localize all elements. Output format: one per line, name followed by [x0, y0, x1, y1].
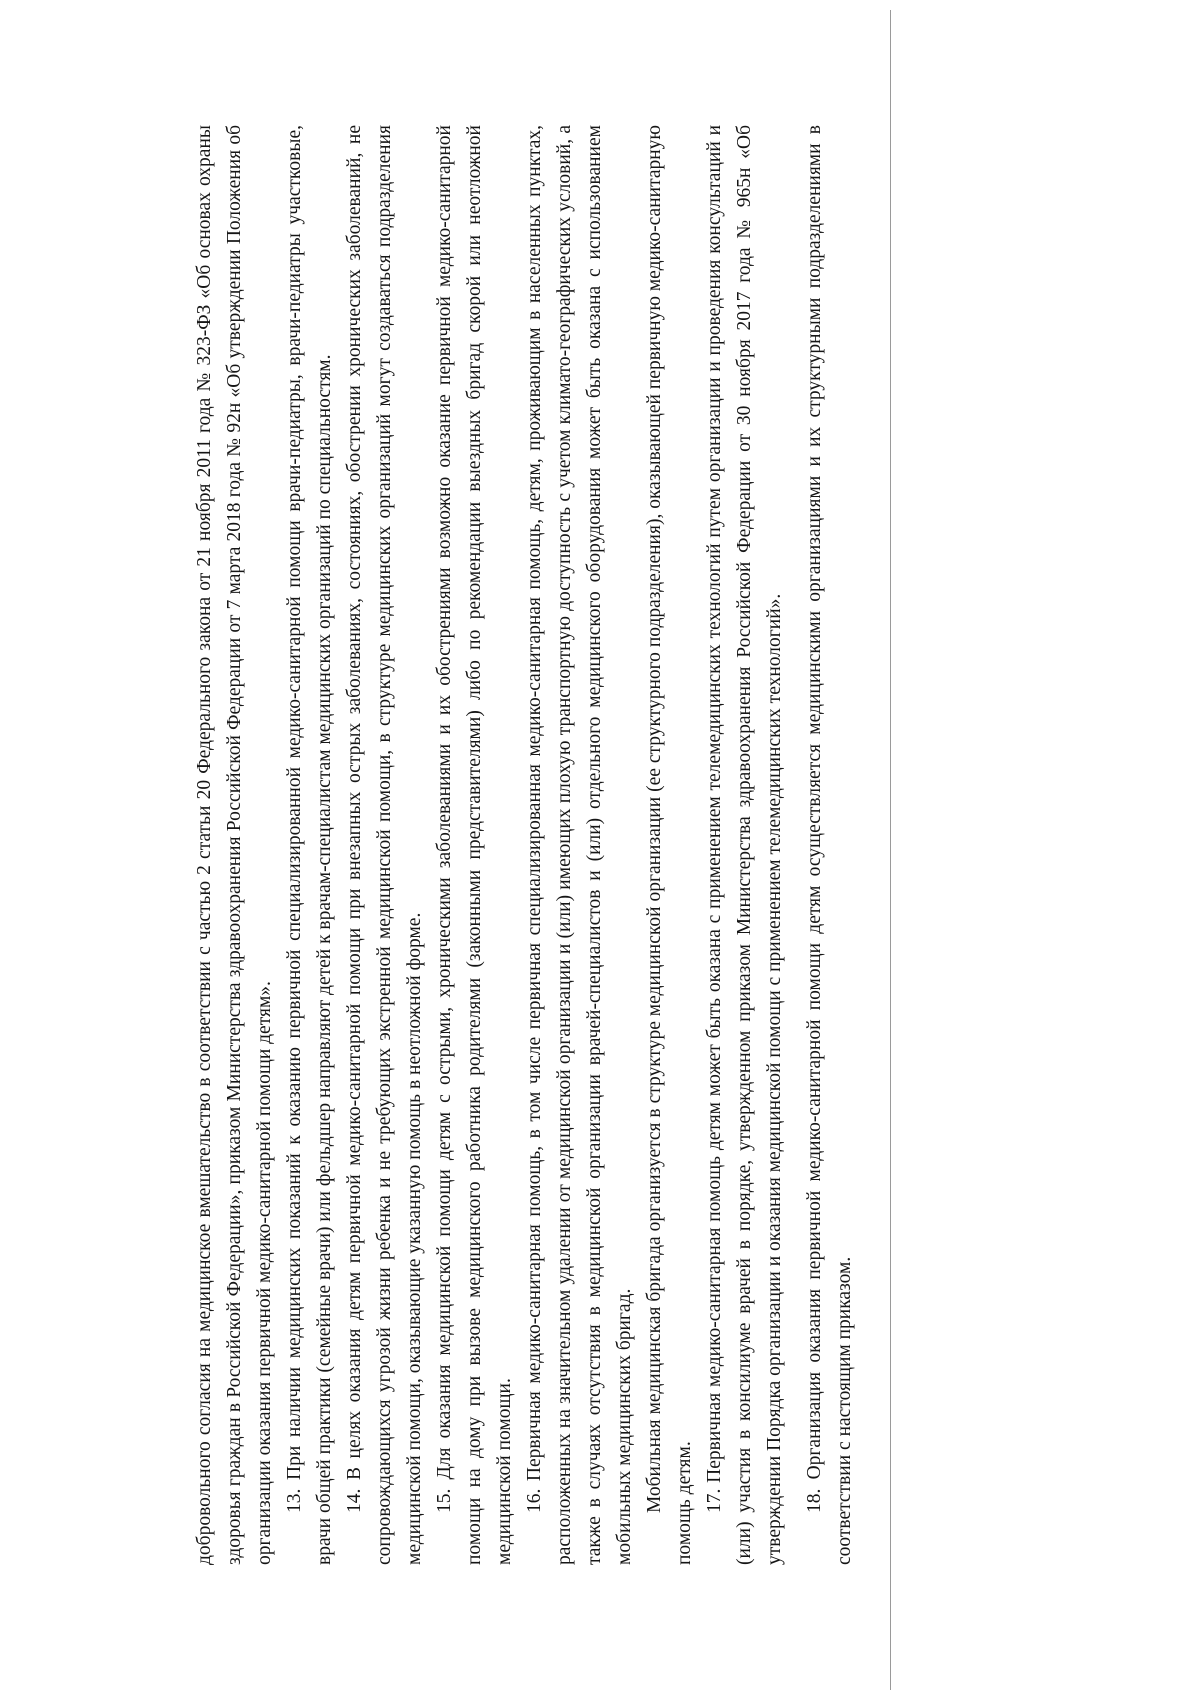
- paragraph-17: 17. Первичная медико-санитарная помощь детям может быть оказана с применением телемедицинских технологий путем организации и проведения консультаций и (или) участия в консилиуме врачей в порядке, утвержденном приказом Министерства здравоохранения Российской Федерации от 30 ноября 2017 года № 965н «Об утверждении Порядка организации и оказания медицинской помощи с применением телемедицинских технологий».: [704, 125, 785, 1565]
- paragraph-12-continuation: добровольного согласия на медицинское вмешательство в соответствии с частью 2 статьи 20 Федерального закона от 21 ноября 2011 года № 323-ФЗ «Об основах охраны здоровья граждан в Российской Федерации», приказом Министерства здравоохранения Российской Федерации от 7 марта 2018 года № 92н «Об утверждении Положения об организации оказания первичной медико-санитарной помощи детям».: [194, 125, 275, 1565]
- rotated-page-content: [190, 125, 860, 1565]
- paragraph-18: 18. Организация оказания первичной медико-санитарной помощи детям осуществляется медицинскими организациями и их структурными подразделениями в соответствии с настоящим приказом.: [804, 125, 855, 1565]
- paragraph-16-mobile-brigade: Мобильная медицинская бригада организуется в структуре медицинской организации (ее структурного подразделения), оказывающей первичную медико-санитарную помощь детям.: [644, 125, 695, 1565]
- paragraph-14: 14. В целях оказания детям первичной медико-санитарной помощи при внезапных острых заболеваниях, состояниях, обострении хронических заболеваний, не сопровождающихся угрозой жизни ребенка и не требующих экстренной медицинской помощи, в структуре медицинских организаций могут создаваться подразделения медицинской помощи, оказывающие указанную помощь в неотложной форме.: [344, 125, 425, 1565]
- document-body: [190, 125, 860, 1565]
- paragraph-16: 16. Первичная медико-санитарная помощь, в том числе первичная специализированная медико-санитарная помощь, детям, проживающим в населенных пунктах, расположенных на значительном удалении от медицинской организации и (или) имеющих плохую транспортную доступность с учетом климато-географических условий, а также в случаях отсутствия в медицинской организации врачей-специалистов и (или) отдельного медицинского оборудования может быть оказана с использованием мобильных медицинских бригад.: [524, 125, 635, 1565]
- paragraph-13: 13. При наличии медицинских показаний к оказанию первичной специализированной медико-санитарной помощи врачи-педиатры, врачи-педиатры участковые, врачи общей практики (семейные врачи) или фельдшер направляют детей к врачам-специалистам медицинских организаций по специальностям.: [284, 125, 335, 1565]
- scan-edge-line: [890, 10, 891, 1690]
- paragraph-15: 15. Для оказания медицинской помощи детям с острыми, хроническими заболеваниями и их обострениями возможно оказание первичной медико-санитарной помощи на дому при вызове медицинского работника родителями (законными представителями) либо по рекомендации выездных бригад скорой или неотложной медицинской помощи.: [434, 125, 515, 1565]
